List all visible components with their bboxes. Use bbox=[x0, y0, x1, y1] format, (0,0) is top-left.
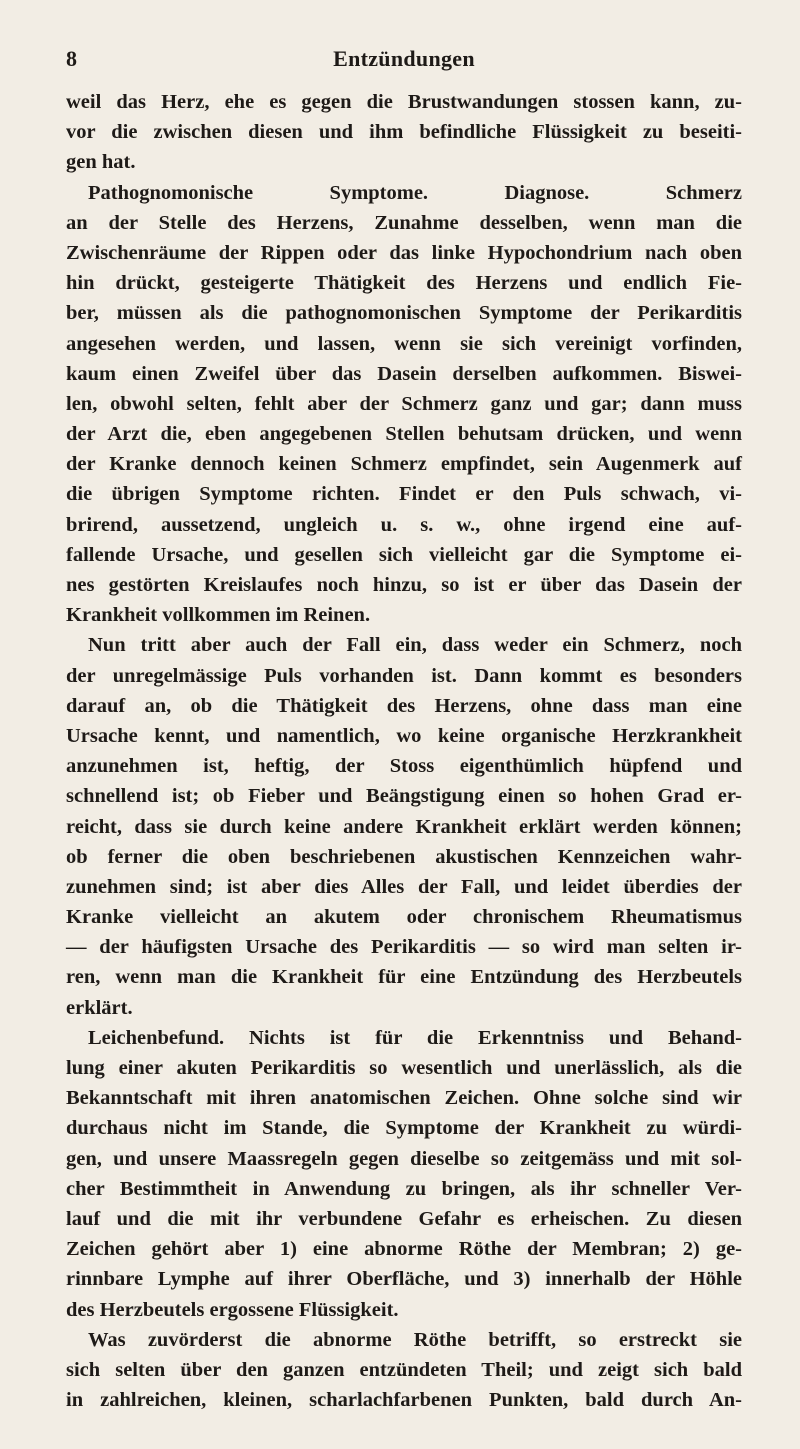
text-line: lung einer akuten Perikarditis so wesentlich und unerlässlich, als die bbox=[66, 1057, 742, 1079]
page-header bbox=[66, 46, 742, 76]
text-line: Kranke vielleicht an akutem oder chronischem Rheumatismus bbox=[66, 906, 742, 929]
body-text bbox=[66, 87, 742, 1415]
text-line: ren, wenn man die Krankheit für eine Entzündung des Herzbeutels bbox=[66, 966, 742, 989]
text-line: Zwischenräume der Rippen oder das linke Hypochondrium nach oben bbox=[66, 241, 742, 264]
text-line: Ursache kennt, und namentlich, wo keine organische Herzkrankheit bbox=[66, 724, 742, 747]
text-line: lauf und die mit ihr verbundene Gefahr es erheischen. Zu diesen bbox=[66, 1207, 742, 1230]
running-head: Entzündungen bbox=[333, 46, 475, 71]
text-line: Was zuvörderst die abnorme Röthe betrifft, so erstreckt sie bbox=[88, 1328, 742, 1351]
text-line: — der häufigsten Ursache des Perikarditis — so wird man selten ir- bbox=[66, 936, 742, 959]
text-line: len, obwohl selten, fehlt aber der Schmerz ganz und gar; dann muss bbox=[66, 392, 742, 415]
text-line: Leichenbefund. Nichts ist für die Erkenntniss und Behand- bbox=[88, 1026, 742, 1049]
text-line: Nun tritt aber auch der Fall ein, dass weder ein Schmerz, noch bbox=[88, 634, 742, 657]
text-line: Pathognomonische Symptome. Diagnose. Schmerz bbox=[88, 181, 742, 204]
text-line: reicht, dass sie durch keine andere Krankheit erklärt werden können; bbox=[66, 815, 742, 838]
text-line: hin drückt, gesteigerte Thätigkeit des Herzens und endlich Fie- bbox=[66, 272, 742, 295]
text-line: der Arzt die, eben angegebenen Stellen behutsam drücken, und wenn bbox=[66, 423, 742, 446]
text-line: fallende Ursache, und gesellen sich vielleicht gar die Symptome ei- bbox=[66, 543, 742, 566]
text-line: brirend, aussetzend, ungleich u. s. w., ohne irgend eine auf- bbox=[66, 513, 742, 536]
text-line: anzunehmen ist, heftig, der Stoss eigenthümlich hüpfend und bbox=[66, 755, 742, 778]
text-line: weil das Herz, ehe es gegen die Brustwandungen stossen kann, zu- bbox=[66, 91, 742, 113]
text-line: der unregelmässige Puls vorhanden ist. Dann kommt es besonders bbox=[66, 664, 742, 687]
text-line: der Kranke dennoch keinen Schmerz empfindet, sein Augenmerk auf bbox=[66, 453, 742, 476]
text-line: angesehen werden, und lassen, wenn sie sich vereinigt vorfinden, bbox=[66, 332, 742, 355]
text-line: cher Bestimmtheit in Anwendung zu bringen, als ihr schneller Ver- bbox=[66, 1177, 742, 1200]
text-line: gen, und unsere Maassregeln gegen dieselbe so zeitgemäss und mit sol- bbox=[66, 1147, 742, 1170]
text-line: an der Stelle des Herzens, Zunahme desselben, wenn man die bbox=[66, 211, 742, 234]
text-line: nes gestörten Kreislaufes noch hinzu, so ist er über das Dasein der bbox=[66, 574, 742, 596]
text-line: kaum einen Zweifel über das Dasein derselben aufkommen. Biswei- bbox=[66, 362, 742, 385]
page-number: 8 bbox=[66, 46, 77, 71]
text-line: ob ferner die oben beschriebenen akustischen Kennzeichen wahr- bbox=[66, 845, 742, 868]
text-line: durchaus nicht im Stande, die Symptome der Krankheit zu würdi- bbox=[66, 1117, 742, 1140]
text-line: erklärt. bbox=[66, 996, 133, 1019]
text-line: ber, müssen als die pathognomonischen Symptome der Perikarditis bbox=[66, 302, 742, 325]
text-line: rinnbare Lymphe auf ihrer Oberfläche, und 3) innerhalb der Höhle bbox=[66, 1268, 742, 1291]
text-line: vor die zwischen diesen und ihm befindliche Flüssigkeit zu beseiti- bbox=[66, 121, 742, 144]
text-line: Zeichen gehört aber 1) eine abnorme Röthe der Membran; 2) ge- bbox=[66, 1238, 742, 1261]
text-line: in zahlreichen, kleinen, scharlachfarbenen Punkten, bald durch An- bbox=[66, 1389, 742, 1412]
text-line: schnellend ist; ob Fieber und Beängstigung einen so hohen Grad er- bbox=[66, 785, 742, 808]
text-line: des Herzbeutels ergossene Flüssigkeit. bbox=[66, 1298, 399, 1321]
text-line: zunehmen sind; ist aber dies Alles der Fall, und leidet überdies der bbox=[66, 875, 742, 898]
text-line: Krankheit vollkommen im Reinen. bbox=[66, 604, 371, 627]
text-line: darauf an, ob die Thätigkeit des Herzens, ohne dass man eine bbox=[66, 694, 742, 717]
text-line: die übrigen Symptome richten. Findet er den Puls schwach, vi- bbox=[66, 483, 742, 506]
text-line: Bekanntschaft mit ihren anatomischen Zeichen. Ohne solche sind wir bbox=[66, 1087, 742, 1110]
text-line: sich selten über den ganzen entzündeten Theil; und zeigt sich bald bbox=[66, 1358, 742, 1381]
text-line: gen hat. bbox=[66, 151, 136, 174]
